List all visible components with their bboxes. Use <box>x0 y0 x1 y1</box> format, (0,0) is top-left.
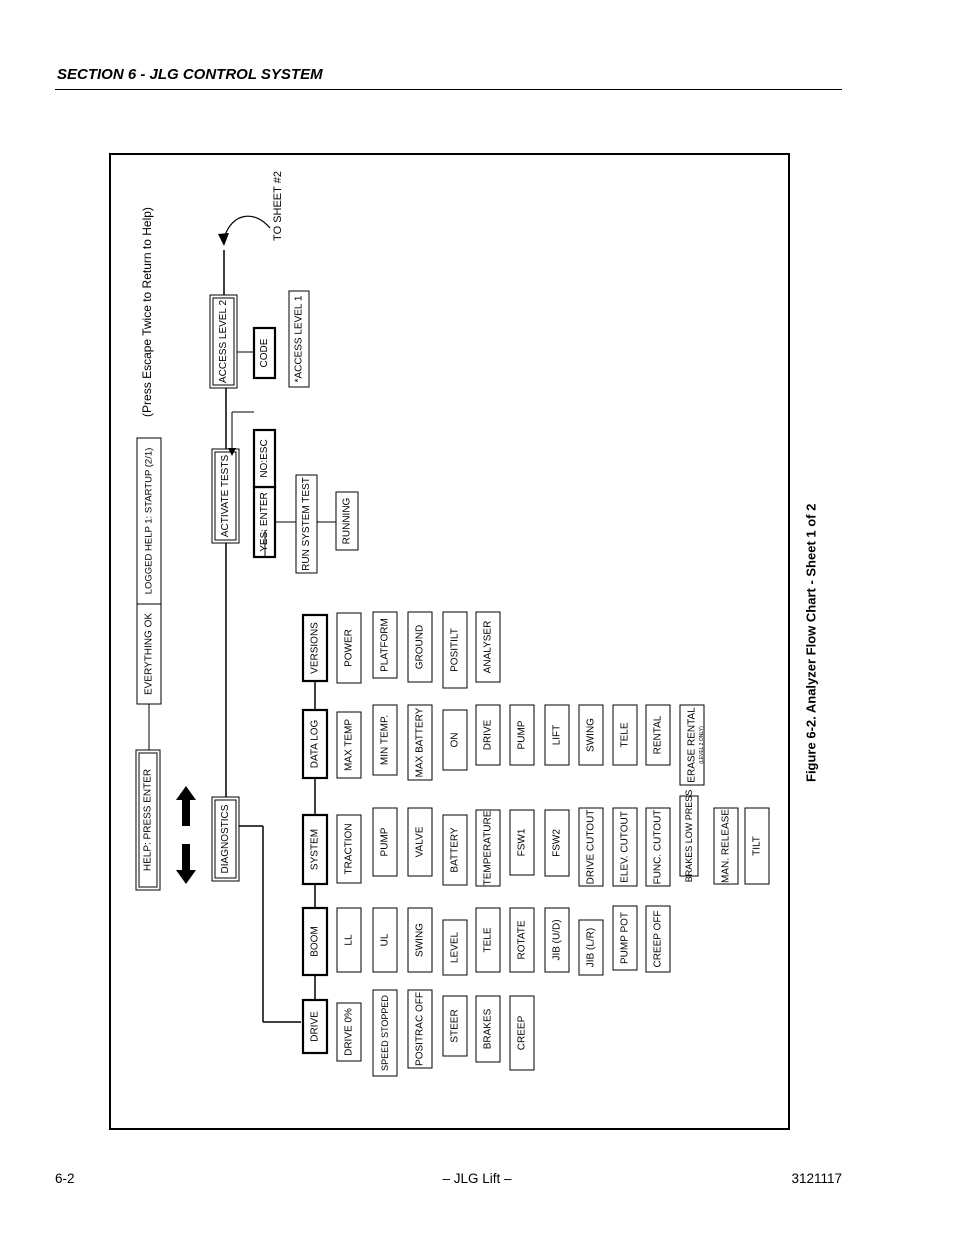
data-log-item-tele: TELE <box>619 722 631 748</box>
arrow-up-icon <box>176 786 196 826</box>
versions-item-ground: GROUND <box>414 624 426 670</box>
arrow-down-icon <box>176 844 196 884</box>
help-press-enter-label: HELP: PRESS ENTER <box>142 768 154 872</box>
system-item-brakes-low-press: BRAKES LOW PRESS <box>684 789 694 883</box>
menu-data-log: DATA LOG <box>309 719 321 769</box>
boom-item-pump-pot: PUMP POT <box>619 911 631 965</box>
curved-arrow-line <box>224 216 270 238</box>
menu-drive: DRIVE <box>309 1011 321 1042</box>
system-item-fsw2: FSW2 <box>551 829 563 857</box>
drive-item-drive-0: DRIVE 0% <box>343 1008 355 1056</box>
access-level-2-label: ACCESS LEVEL 2 <box>218 299 229 384</box>
versions-item-positilt: POSITILT <box>449 628 461 672</box>
boom-item-creep-off: CREEP OFF <box>652 910 664 968</box>
data-log-item-drive: DRIVE <box>482 719 494 751</box>
system-item-traction: TRACTION <box>343 823 355 875</box>
footer-title: – JLG Lift – <box>442 1171 512 1186</box>
yes-enter-label: YES: ENTER <box>259 492 270 552</box>
run-system-test-label: RUN SYSTEM TEST <box>301 477 312 571</box>
access-level-1-label: *ACCESS LEVEL 1 <box>293 295 305 383</box>
system-item-valve: VALVE <box>414 826 426 858</box>
data-log-item-max-battery: MAX BATTERY <box>414 707 426 778</box>
to-sheet-2-label: TO SHEET #2 <box>272 171 284 241</box>
data-log-item-on: ON <box>449 732 461 748</box>
menu-system: SYSTEM <box>309 828 321 871</box>
system-item-tilt: TILT <box>751 836 763 856</box>
menu-versions: VERSIONS <box>309 622 321 674</box>
data-log-item-swing: SWING <box>585 718 597 752</box>
versions-item-power: POWER <box>343 629 355 667</box>
drive-item-steer: STEER <box>449 1009 461 1043</box>
system-item-drive-cutout: DRIVE CUTOUT <box>585 809 597 885</box>
boom-item-ll: LL <box>343 934 355 946</box>
code-label: CODE <box>259 338 270 368</box>
boom-item-jib-l-r: JIB (L/R) <box>585 927 597 968</box>
system-item-battery: BATTERY <box>449 827 461 873</box>
data-log-item-pump: PUMP <box>516 720 528 750</box>
data-log-item-rental: RENTAL <box>652 715 664 755</box>
system-item-temperature: TEMPERATURE <box>482 810 494 886</box>
data-log-item-erase-rental: ERASE RENTAL <box>686 707 698 783</box>
boom-item-swing: SWING <box>414 923 426 957</box>
boom-item-ul: UL <box>379 933 391 947</box>
curved-arrow-head-icon <box>218 233 229 246</box>
versions-item-analyser: ANALYSER <box>482 620 494 674</box>
everything-ok-label: EVERYTHING OK <box>143 612 155 696</box>
system-item-fsw1: FSW1 <box>516 828 528 857</box>
section-title: SECTION 6 - JLG CONTROL SYSTEM <box>57 66 323 83</box>
doc-number: 3121117 <box>791 1171 842 1186</box>
system-item-func-cutout: FUNC. CUTOUT <box>652 809 664 885</box>
running-label: RUNNING <box>341 497 353 545</box>
boom-item-level: LEVEL <box>449 931 461 964</box>
no-esc-label: NO:ESC <box>259 439 270 478</box>
versions-item-platform: PLATFORM <box>379 618 391 672</box>
data-log-item-min-temp: MIN TEMP. <box>379 714 391 766</box>
erase-rental-note: (LEVEL 2 ONLY) <box>699 726 705 764</box>
drive-item-speed-stopped: SPEED STOPPED <box>380 995 390 1071</box>
drive-item-positrac-off: POSITRAC OFF <box>414 992 426 1066</box>
activate-tests-label: ACTIVATE TESTS <box>220 454 231 538</box>
data-log-item-lift: LIFT <box>551 724 563 746</box>
logged-help-label: LOGGED HELP 1: STARTUP (2/1) <box>143 447 155 595</box>
system-item-man-release: MAN. RELEASE <box>720 809 732 883</box>
boom-item-rotate: ROTATE <box>516 920 528 960</box>
drive-item-brakes: BRAKES <box>482 1008 494 1050</box>
boom-item-tele: TELE <box>482 927 494 953</box>
system-item-elev-cutout: ELEV. CUTOUT <box>619 811 631 883</box>
system-item-pump: PUMP <box>379 827 391 857</box>
drive-item-creep: CREEP <box>516 1015 528 1051</box>
diagnostics-label: DIAGNOSTICS <box>220 804 231 874</box>
boom-item-jib-u-d: JIB (U/D) <box>551 919 563 961</box>
escape-note-label: (Press Escape Twice to Return to Help) <box>140 207 154 417</box>
data-log-item-max-temp: MAX TEMP <box>343 718 355 772</box>
menu-boom: BOOM <box>309 926 321 957</box>
page-number: 6-2 <box>55 1171 75 1186</box>
figure-caption: Figure 6-2. Analyzer Flow Chart - Sheet 1 of 2 <box>803 503 819 783</box>
